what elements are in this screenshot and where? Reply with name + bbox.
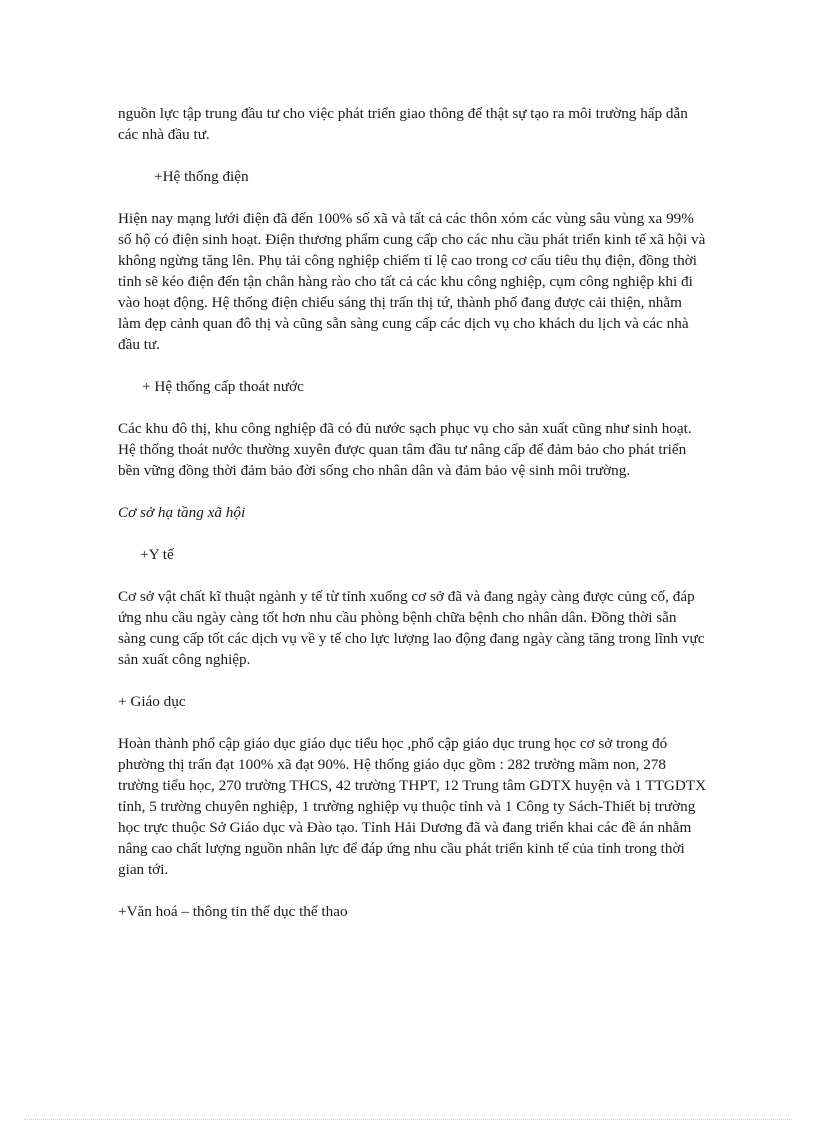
paragraph-education: Hoàn thành phổ cập giáo dục giáo dục tiểu học ,phổ cập giáo dục trung học cơ sở trong đó phường thị trấn đạt 100% xã đạt 90%. Hệ thống giáo dục gồm : 282 trường mầm non, 278 trường tiểu học, 270 trường THCS, 42 trường THPT, 12 Trung tâm GDTX huyện và 1 TTGDTX tỉnh, 5 trường chuyên nghiệp, 1 trường nghiệp vụ thuộc tỉnh và 1 Công ty Sách-Thiết bị trường học trực thuộc Sở Giáo dục và Đào tạo. Tỉnh Hải Dương đã và đang triển khai các đề án nhằm nâng cao chất lượng nguồn nhân lực để đáp ứng nhu cầu phát triển kinh tế của tỉnh trong thời gian tới. (118, 735, 707, 878)
heading-health: +Y tế (140, 546, 174, 563)
document-body (118, 103, 708, 943)
paragraph-health: Cơ sở vật chất kĩ thuật ngành y tế từ tỉnh xuống cơ sở đã và đang ngày càng được củng cố, đáp ứng nhu cầu ngày càng tốt hơn nhu cầu phòng bệnh chữa bệnh cho nhân dân. Đồng thời sẵn sàng cung cấp tốt các dịch vụ về y tế cho lực lượng lao động đang ngày càng tăng trong lĩnh vực sản xuất công nghiệp. (118, 588, 705, 668)
heading-social-infrastructure: Cơ sở hạ tầng xã hội (118, 504, 246, 521)
paragraph-water-supply: Các khu đô thị, khu công nghiệp đã có đủ nước sạch phục vụ cho sản xuất cũng như sinh hoạt. Hệ thống thoát nước thường xuyên được quan tâm đầu tư nâng cấp để đảm bảo cho phát triển bền vững đồng thời đảm bảo đời sống cho nhân dân và đảm bảo vệ sinh môi trường. (118, 420, 692, 479)
heading-education: + Giáo dục (118, 693, 186, 710)
heading-culture-sports: +Văn hoá – thông tin thể dục thể thao (118, 903, 348, 920)
heading-electricity: +Hệ thống điện (154, 168, 249, 185)
paragraph-electricity: Hiện nay mạng lưới điện đã đến 100% số xã và tất cả các thôn xóm các vùng sâu vùng xa 99% số hộ có điện sinh hoạt. Điện thương phẩm cung cấp cho các nhu cầu phát triển kinh tế xã hội và không ngừng tăng lên. Phụ tải công nghiệp chiếm tỉ lệ cao trong cơ cấu tiêu thụ điện, đồng thời tỉnh sẽ kéo điện đến tận chân hàng rào cho tất cả các khu công nghiệp, cụm công nghiệp khi đi vào hoạt động. Hệ thống điện chiếu sáng thị trấn thị tứ, thành phố đang được cải thiện, nhằm làm đẹp cảnh quan đô thị và cũng sẵn sàng cung cấp các dịch vụ cho khách du lịch và các nhà đầu tư. (118, 210, 706, 353)
heading-water-supply: + Hệ thống cấp thoát nước (142, 378, 304, 395)
page-bottom-divider (24, 1119, 792, 1120)
paragraph-transport: nguồn lực tập trung đầu tư cho việc phát triển giao thông để thật sự tạo ra môi trường hấp dẫn các nhà đầu tư. (118, 105, 688, 143)
